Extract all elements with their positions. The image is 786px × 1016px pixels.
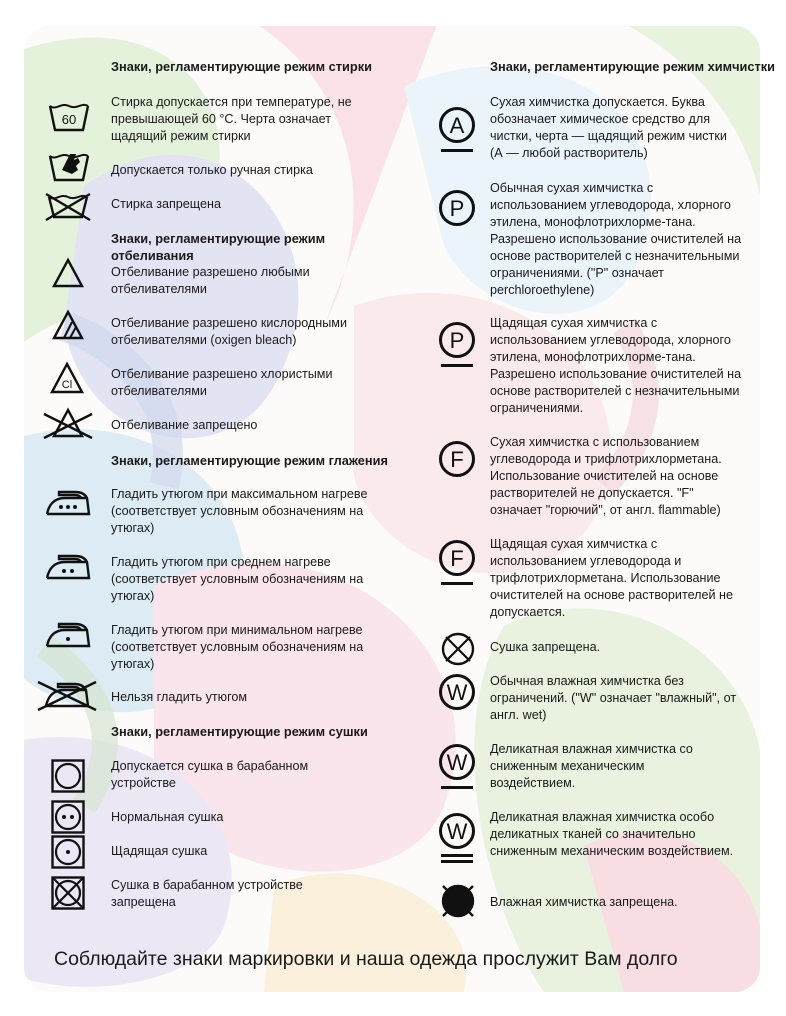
bleach-oxygen-icon xyxy=(52,310,84,340)
drycleaning-item-text: Щадящая сухая химчистка с использованием углеводорода и трифлотрихлорметана. Использование очистителей на основе растворителей не допускается. xyxy=(490,537,734,619)
ironing-item-text: Нельзя гладить утюгом xyxy=(111,690,248,704)
drying-heading: Знаки, регламентирующие режим сушки xyxy=(111,724,368,739)
drycleaning-heading: Знаки, регламентирующие режим химчистки xyxy=(490,59,776,74)
drycleaning-item-text: Деликатная влажная химчистка особо деликатных тканей со значительно сниженным механическим воздействием. xyxy=(490,810,734,858)
do-not-tumble-dry-icon xyxy=(51,876,85,910)
dry-clean-f-letter: F xyxy=(439,441,475,477)
dry-clean-f-icon xyxy=(438,441,478,481)
bleaching-heading: Знаки, регламентирующие режим отбеливания xyxy=(111,231,326,263)
bleaching-item-text: Отбеливание разрешено кислородными отбеливателями (oxigen bleach) xyxy=(111,316,347,347)
wet-clean-letter: W xyxy=(439,674,475,710)
do-not-iron-icon xyxy=(36,678,98,712)
tumble-dry-normal-icon xyxy=(51,800,85,834)
drycleaning-item-text: Деликатная влажная химчистка со сниженным механическим воздействием. xyxy=(490,742,693,790)
drycleaning-item-text: Сухая химчистка допускается. Буква обозначает химическое средство для чистки, черта — щадящий режим чистки (А — любой растворитель) xyxy=(490,95,727,160)
dry-clean-p-letter: P xyxy=(439,322,475,358)
gentle-bar xyxy=(441,582,473,585)
chlorine-label: Cl xyxy=(61,379,73,391)
ironing-item-text: Гладить утюгом при среднем нагреве (соответствует условным обозначениям на утюгах) xyxy=(111,555,364,603)
drycleaning-item-text: Влажная химчистка запрещена. xyxy=(490,895,678,909)
tumble-dry-icon xyxy=(51,759,85,793)
ironing-item-text: Гладить утюгом при минимальном нагреве (соответствует условным обозначениям на утюгах) xyxy=(111,623,364,671)
washing-item-text: Стирка допускается при температуре, не превышающей 60 °С. Черта означает щадящий режим стирки xyxy=(111,95,352,143)
wet-clean-icon xyxy=(438,674,478,714)
ironing-heading: Знаки, регламентирующие режим глажения xyxy=(111,453,388,468)
dry-clean-p-gentle-icon xyxy=(438,322,478,368)
drying-item-text: Допускается сушка в барабанном устройстве xyxy=(111,759,309,790)
wet-clean-letter: W xyxy=(439,813,475,849)
bleaching-item-text: Отбеливание запрещено xyxy=(111,418,258,432)
bleaching-item-text: Отбеливание разрешено хлористыми отбеливателями xyxy=(111,367,333,398)
drying-item-text: Щадящая сушка xyxy=(111,844,208,858)
drycleaning-item-text: Сухая химчистка с использованием углеводорода и трифлотрихлорметана. Использование очистителей на основе растворителей не допускается. "F" означает "горючий", от англ. flammable) xyxy=(490,435,722,517)
gentle-bar xyxy=(441,364,473,367)
do-not-bleach-icon xyxy=(42,408,94,440)
drycleaning-item-text: Щадящая сухая химчистка с использованием углеводорода, хлорного этилена, монофлотрихлорме-тана. Разрешено использование очистителей на основе растворителей с незначительными ограничениями. xyxy=(490,316,742,415)
drying-item-text: Нормальная сушка xyxy=(111,810,224,824)
dry-clean-f-letter: F xyxy=(439,540,475,576)
wash-60-icon xyxy=(48,102,90,132)
wet-clean-very-gentle-icon xyxy=(438,813,478,865)
dry-clean-p-icon xyxy=(438,190,478,230)
iron-medium-icon xyxy=(45,554,91,580)
dry-clean-a-icon xyxy=(438,107,478,153)
tumble-dry-gentle-icon xyxy=(51,835,85,869)
gentle-bar xyxy=(441,786,473,789)
dry-clean-a-letter: A xyxy=(439,107,475,143)
drying-item-text: Сушка в барабанном устройстве запрещена xyxy=(111,878,303,909)
iron-high-icon xyxy=(45,490,91,516)
dry-clean-p-letter: P xyxy=(439,190,475,226)
drycleaning-item-text: Обычная сухая химчистка с использованием углеводорода, хлорного этилена, монофлотрихлорме-тана. Разрешено использование очистителей на основе растворителей с незначительными ограничениями. ("P" означает perchloroethylene) xyxy=(490,181,742,297)
ironing-item-text: Гладить утюгом при максимальном нагреве (соответствует условным обозначениям на утюгах) xyxy=(111,487,368,535)
hand-wash-icon xyxy=(48,148,90,182)
wet-clean-gentle-icon xyxy=(438,744,478,790)
drycleaning-item-text: Обычная влажная химчистка без ограничений. ("W" означает "влажный", от англ. wet) xyxy=(490,674,737,722)
washing-heading: Знаки, регламентирующие режим стирки xyxy=(111,59,372,74)
wet-clean-letter: W xyxy=(439,744,475,780)
drycleaning-item-text: Сушка запрещена. xyxy=(490,640,601,654)
bleach-chlorine-icon xyxy=(50,362,84,394)
washing-item-text: Допускается только ручная стирка xyxy=(111,163,313,177)
do-not-wash-icon xyxy=(44,193,92,221)
washing-item-text: Стирка запрещена xyxy=(111,197,221,211)
dry-clean-f-gentle-icon xyxy=(438,540,478,586)
bleaching-item-text: Отбеливание разрешено любыми отбеливателями xyxy=(111,265,310,296)
bleach-any-icon xyxy=(52,258,84,288)
wash-60-label: 60 xyxy=(61,112,77,127)
do-not-wet-clean-icon xyxy=(440,883,476,919)
gentle-bar xyxy=(441,860,473,863)
gentle-bar xyxy=(441,149,473,152)
do-not-dry-icon xyxy=(440,631,476,667)
iron-low-icon xyxy=(45,622,91,648)
gentle-bar xyxy=(441,854,473,857)
footer-slogan: Соблюдайте знаки маркировки и наша одежда прослужит Вам долго xyxy=(54,948,678,970)
